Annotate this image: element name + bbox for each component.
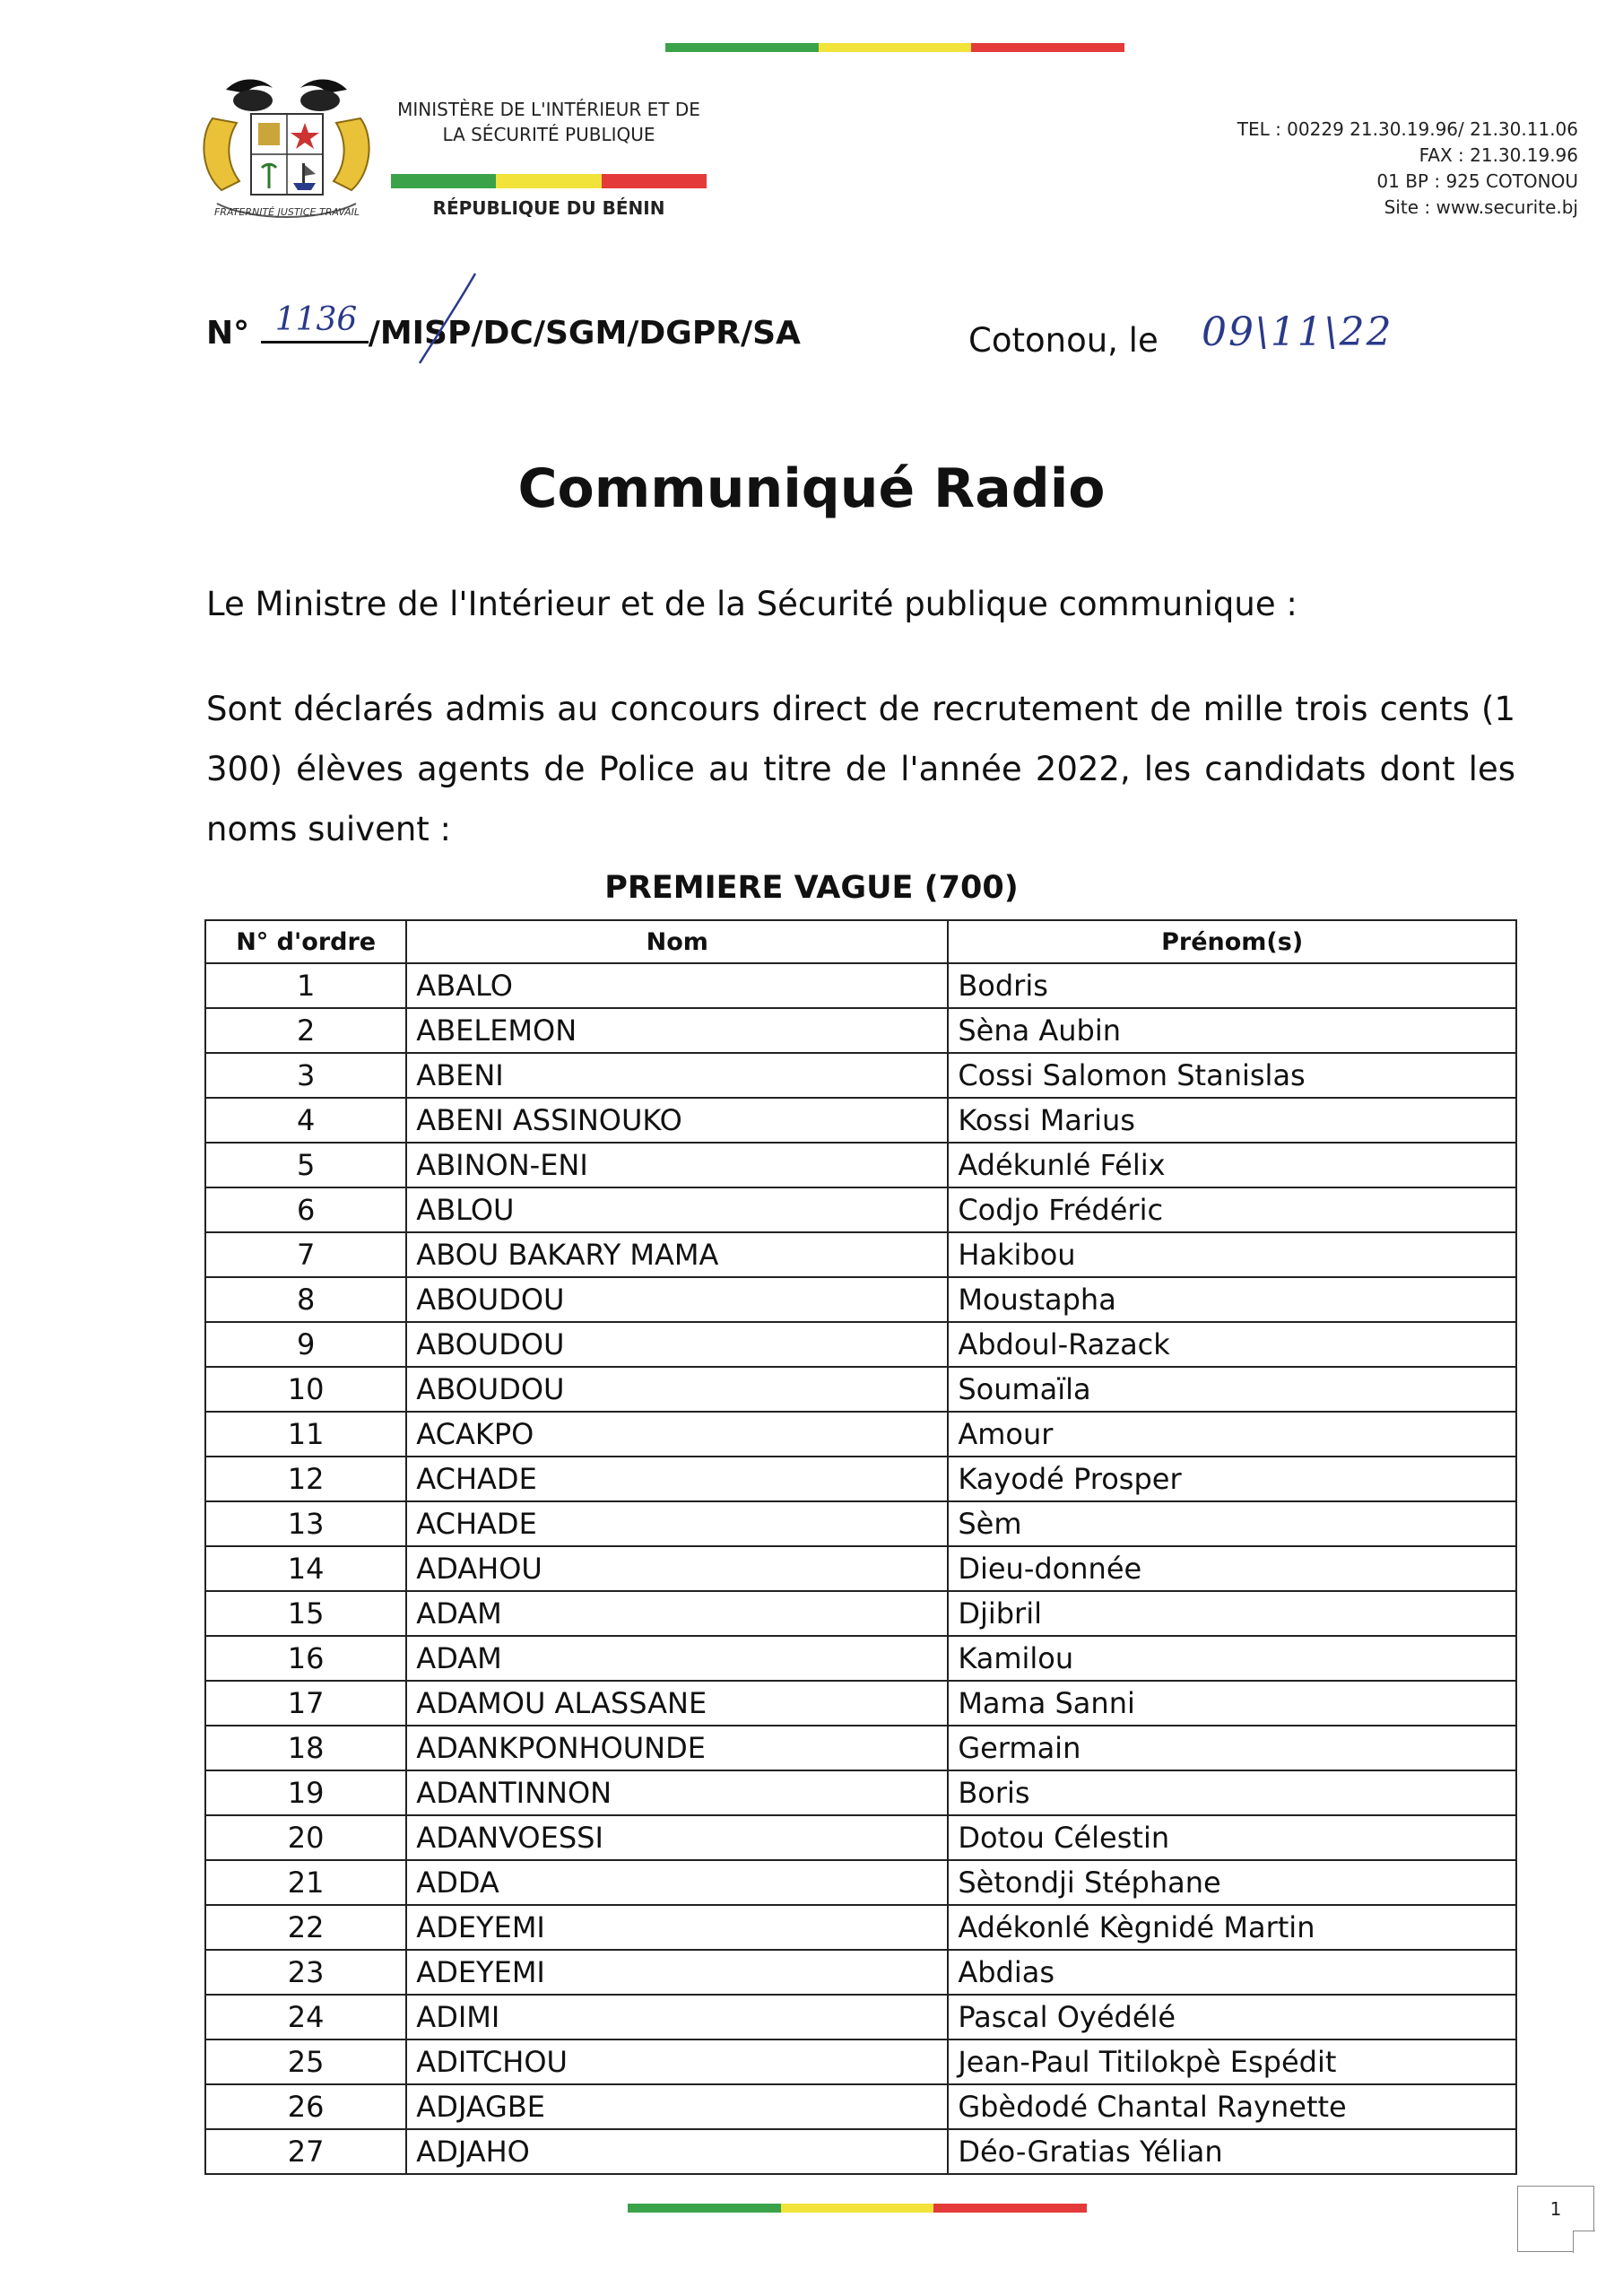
order-cell: 3 [205,1053,406,1098]
table-row [205,1726,1516,1770]
table-row [205,1322,1516,1367]
intro-paragraph: Le Ministre de l'Intérieur et de la Sécurité publique communique : [206,585,1298,623]
table-row [205,1815,1516,1860]
prenoms-cell: Sètondji Stéphane [948,1860,1516,1905]
order-cell: 14 [205,1546,406,1591]
order-cell: 18 [205,1726,406,1770]
nom-cell: ABENI ASSINOUKO [406,1098,948,1143]
nom-cell: ABENI [406,1053,948,1098]
table-row [205,2084,1516,2129]
nom-cell: ABINON-ENI [406,1143,948,1187]
order-cell: 7 [205,1232,406,1277]
table-row [205,2129,1516,2174]
table-row [205,1232,1516,1277]
prenoms-cell: Germain [948,1726,1516,1770]
results-table [204,919,1517,2175]
reference-handwritten-number: 1136 [274,301,358,338]
nom-cell: ADANTINNON [406,1770,948,1815]
nom-cell: ABOUDOU [406,1322,948,1367]
contact-site: Site : www.securite.bj [1384,196,1578,218]
table-row [205,1591,1516,1636]
table-row [205,1546,1516,1591]
nom-cell: ABOU BAKARY MAMA [406,1232,948,1277]
prenoms-cell: Pascal Oyédélé [948,1995,1516,2039]
nom-cell: ACHADE [406,1457,948,1501]
table-row [205,1501,1516,1546]
order-cell: 1 [205,963,406,1008]
wave-title: PREMIERE VAGUE (700) [604,870,1019,906]
prenoms-cell: Dotou Célestin [948,1815,1516,1860]
reference-prefix: N° [206,315,250,352]
bottom-flag-bar [628,2204,1087,2213]
nom-cell: ADDA [406,1860,948,1905]
prenoms-cell: Gbèdodé Chantal Raynette [948,2084,1516,2129]
nom-cell: ADJAGBE [406,2084,948,2129]
order-cell: 16 [205,1636,406,1681]
nom-cell: ADEYEMI [406,1950,948,1995]
prenoms-cell: Cossi Salomon Stanislas [948,1053,1516,1098]
prenoms-cell: Sèna Aubin [948,1008,1516,1053]
table-body [205,963,1516,2174]
table-row [205,1636,1516,1681]
column-header-nom: Nom [406,920,948,963]
ministry-name [391,97,707,147]
order-cell: 8 [205,1277,406,1322]
order-cell: 26 [205,2084,406,2129]
order-cell: 4 [205,1098,406,1143]
nom-cell: ACHADE [406,1501,948,1546]
table-row [205,1143,1516,1187]
contact-bp: 01 BP : 925 COTONOU [1376,170,1578,192]
order-cell: 2 [205,1008,406,1053]
table-row [205,1098,1516,1143]
table-row [205,1053,1516,1098]
prenoms-cell: Abdoul-Razack [948,1322,1516,1367]
prenoms-cell: Sèm [948,1501,1516,1546]
nom-cell: ABOUDOU [406,1277,948,1322]
nom-cell: ADIMI [406,1995,948,2039]
order-cell: 5 [205,1143,406,1187]
order-cell: 27 [205,2129,406,2174]
republic-name: RÉPUBLIQUE DU BÉNIN [432,197,665,219]
table-row [205,2039,1516,2084]
ministry-flag-bar [391,174,707,188]
reference-number-field [261,301,369,344]
prenoms-cell: Kayodé Prosper [948,1457,1516,1501]
order-cell: 13 [205,1501,406,1546]
table-row [205,1412,1516,1457]
order-cell: 15 [205,1591,406,1636]
reference-suffix: /MISP/DC/SGM/DGPR/SA [368,315,801,352]
ministry-line-1: MINISTÈRE DE L'INTÉRIEUR ET DE [397,99,700,120]
prenoms-cell: Djibril [948,1591,1516,1636]
nom-cell: ADAHOU [406,1546,948,1591]
nom-cell: ABELEMON [406,1008,948,1053]
prenoms-cell: Boris [948,1770,1516,1815]
top-flag-bar [665,43,1124,52]
order-cell: 24 [205,1995,406,2039]
table-header-row [205,920,1516,963]
table-row [205,963,1516,1008]
prenoms-cell: Adékonlé Kègnidé Martin [948,1905,1516,1950]
nom-cell: ABALO [406,963,948,1008]
prenoms-cell: Amour [948,1412,1516,1457]
nom-cell: ADJAHO [406,2129,948,2174]
coat-of-arms-emblem [190,74,383,230]
page-number: 1 [1549,2198,1562,2220]
nom-cell: ADANKPONHOUNDE [406,1726,948,1770]
handwritten-date: 09\11\22 [1202,309,1393,355]
nom-cell: ADANVOESSI [406,1815,948,1860]
order-cell: 21 [205,1860,406,1905]
table-row [205,1457,1516,1501]
contact-fax: FAX : 21.30.19.96 [1419,144,1578,166]
nom-cell: ADITCHOU [406,2039,948,2084]
nom-cell: ADEYEMI [406,1905,948,1950]
prenoms-cell: Hakibou [948,1232,1516,1277]
ministry-line-2: LA SÉCURITÉ PUBLIQUE [442,124,655,145]
table-row [205,1995,1516,2039]
table-row [205,1950,1516,1995]
nom-cell: ADAM [406,1591,948,1636]
order-cell: 10 [205,1367,406,1412]
nom-cell: ABOUDOU [406,1367,948,1412]
page-number-box [1517,2186,1594,2252]
prenoms-cell: Soumaïla [948,1367,1516,1412]
nom-cell: ADAMOU ALASSANE [406,1681,948,1726]
nom-cell: ADAM [406,1636,948,1681]
prenoms-cell: Mama Sanni [948,1681,1516,1726]
prenoms-cell: Abdias [948,1950,1516,1995]
prenoms-cell: Kossi Marius [948,1098,1516,1143]
prenoms-cell: Déo-Gratias Yélian [948,2129,1516,2174]
table-row [205,1905,1516,1950]
prenoms-cell: Jean-Paul Titilokpè Espédit [948,2039,1516,2084]
nom-cell: ABLOU [406,1187,948,1232]
column-header-prenoms: Prénom(s) [948,920,1516,963]
document-title: Communiqué Radio [517,457,1106,520]
order-cell: 22 [205,1905,406,1950]
contact-tel: TEL : 00229 21.30.19.96/ 21.30.11.06 [1237,118,1578,140]
nom-cell: ACAKPO [406,1412,948,1457]
prenoms-cell: Dieu-donnée [948,1546,1516,1591]
order-cell: 11 [205,1412,406,1457]
order-cell: 12 [205,1457,406,1501]
contact-block [1112,117,1578,221]
order-cell: 25 [205,2039,406,2084]
table-row [205,1367,1516,1412]
prenoms-cell: Bodris [948,963,1516,1008]
handwritten-slash-mark [395,269,493,368]
table-row [205,1008,1516,1053]
table-row [205,1770,1516,1815]
table-row [205,1681,1516,1726]
order-cell: 17 [205,1681,406,1726]
prenoms-cell: Codjo Frédéric [948,1187,1516,1232]
reference-number [206,301,801,352]
order-cell: 6 [205,1187,406,1232]
order-cell: 19 [205,1770,406,1815]
table-row [205,1187,1516,1232]
order-cell: 20 [205,1815,406,1860]
page-curl-icon [1573,2231,1595,2253]
table-row [205,1860,1516,1905]
announcement-paragraph: Sont déclarés admis au concours direct de recrutement de mille trois cents (1 300) élèves agents de Police au titre de l'année 2022, les candidats dont les noms suivent : [206,690,1515,848]
emblem-motto: FRATERNITÉ JUSTICE TRAVAIL [213,206,360,218]
column-header-order: N° d'ordre [205,920,406,963]
table-row [205,1277,1516,1322]
order-cell: 23 [205,1950,406,1995]
prenoms-cell: Kamilou [948,1636,1516,1681]
city-date-label: Cotonou, le [968,321,1159,360]
prenoms-cell: Moustapha [948,1277,1516,1322]
prenoms-cell: Adékunlé Félix [948,1143,1516,1187]
order-cell: 9 [205,1322,406,1367]
